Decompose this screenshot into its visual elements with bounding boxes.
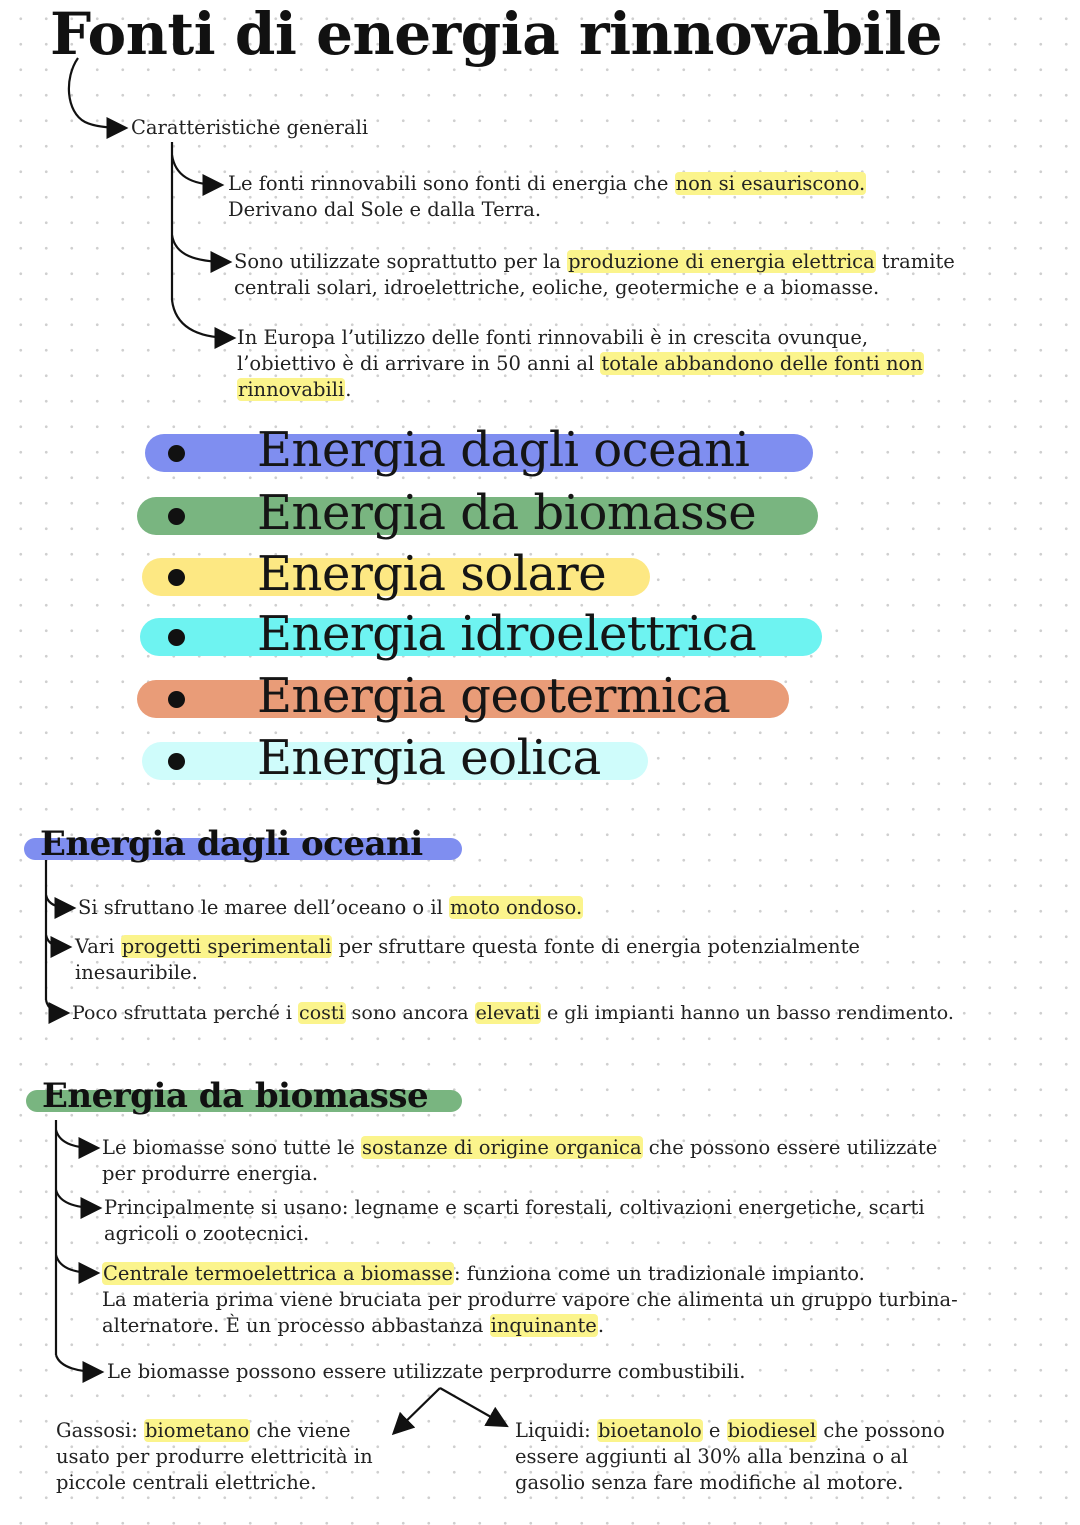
oceani-title: Energia dagli oceani [40, 824, 423, 864]
general-point-3: In Europa l’utilizzo delle fonti rinnovabili è in crescita ovunque, l’obiettivo è di arrivare in 50 anni al totale abbandono delle fonti non rinnovabili. [237, 326, 923, 401]
energy-item-label: Energia solare [257, 546, 607, 602]
bullet-icon [168, 445, 185, 462]
bullet-icon [168, 753, 185, 770]
bullet-icon [168, 691, 185, 708]
biomasse-point-1: Le biomasse sono tutte le sostanze di origine organica che possono essere utilizzate per produrre energia. [102, 1136, 938, 1185]
energy-item-label: Energia dagli oceani [257, 422, 750, 478]
energy-item-label: Energia da biomasse [257, 485, 757, 541]
biomasse-title: Energia da biomasse [42, 1076, 429, 1116]
oceani-point-3: Poco sfruttata perché i costi sono ancora elevati e gli impianti hanno un basso rendimento. [72, 1002, 954, 1024]
general-point-2: Sono utilizzate soprattutto per la produzione di energia elettrica tramite centrali solari, idroelettriche, eoliche, geotermiche e a biomasse. [234, 250, 955, 299]
biomasse-point-3: Centrale termoelettrica a biomasse: funziona come un tradizionale impianto. La materia prima viene bruciata per produrre vapore che alimenta un gruppo turbina- alternatore. È un processo abbastanza inquinante. [102, 1262, 958, 1337]
liquidi-note: Liquidi: bioetanolo e biodiesel che possono essere aggiunti al 30% alla benzina o al gasolio senza fare modifiche al motore. [515, 1419, 945, 1494]
biomasse-point-4: Le biomasse possono essere utilizzate perprodurre combustibili. [107, 1360, 746, 1383]
bullet-icon [168, 508, 185, 525]
bullet-icon [168, 629, 185, 646]
oceani-point-2: Vari progetti sperimentali per sfruttare questa fonte di energia potenzialmente inesauribile. [75, 935, 860, 984]
bullet-icon [168, 569, 185, 586]
oceani-point-1: Si sfruttano le maree dell’oceano o il moto ondoso. [78, 896, 583, 919]
biomasse-point-2: Principalmente si usano: legname e scarti forestali, coltivazioni energetiche, scarti agricoli o zootecnici. [104, 1196, 925, 1245]
energy-item-label: Energia geotermica [257, 668, 731, 724]
page-title: Fonti di energia rinnovabile [50, 0, 942, 68]
energy-item-label: Energia idroelettrica [257, 606, 757, 662]
energy-item-label: Energia eolica [257, 730, 601, 786]
gassosi-note: Gassosi: biometano che viene usato per produrre elettricità in piccole centrali elettriche. [56, 1419, 373, 1494]
general-heading: Caratteristiche generali [131, 116, 369, 139]
general-point-1: Le fonti rinnovabili sono fonti di energia che non si esauriscono. Derivano dal Sole e dalla Terra. [228, 172, 866, 221]
